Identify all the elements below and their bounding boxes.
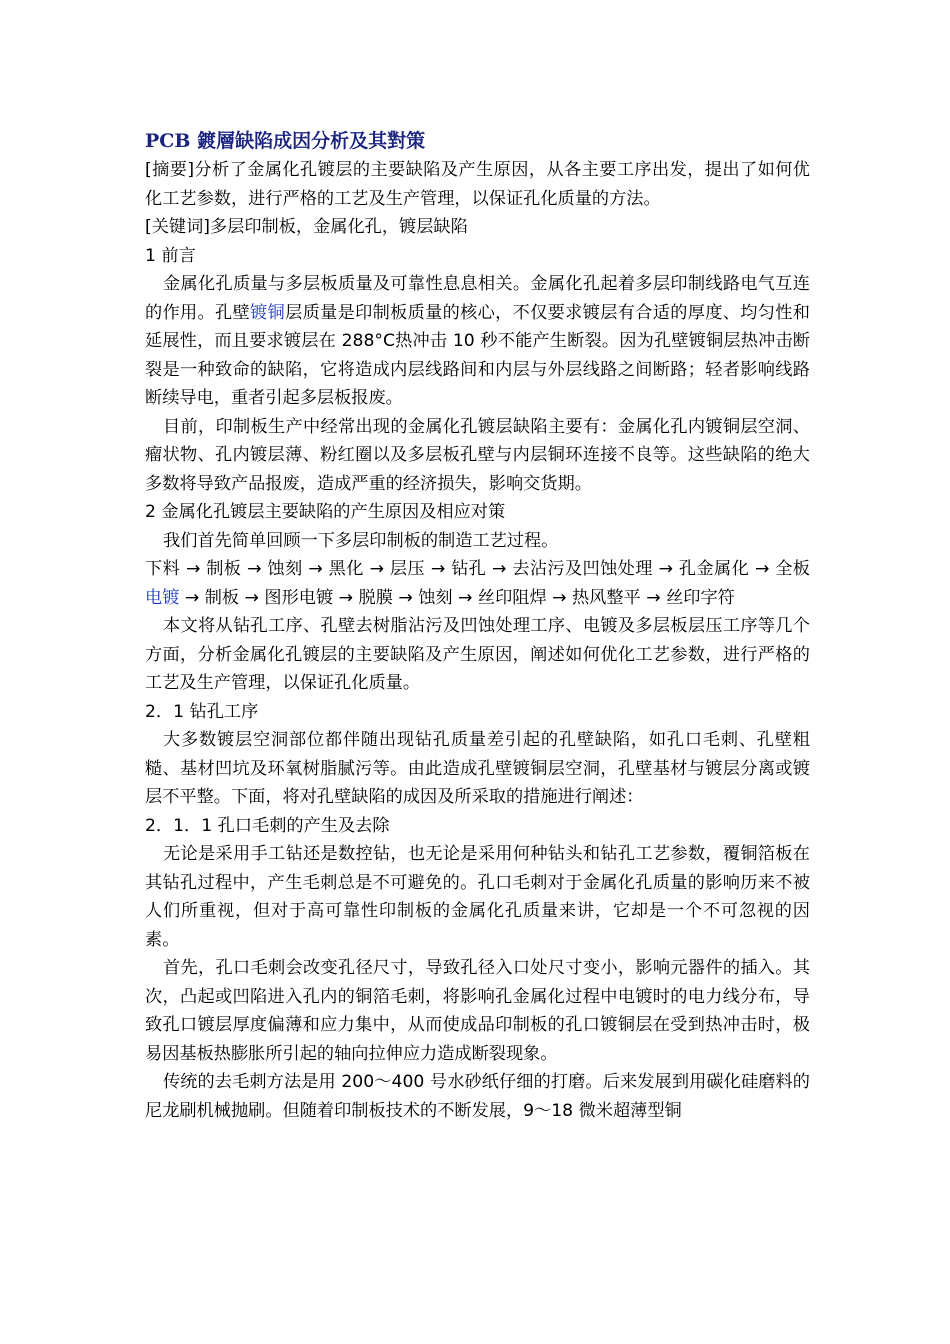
section-2-1-paragraph-1: 大多数镀层空洞部位都伴随出现钻孔质量差引起的孔壁缺陷，如孔口毛刺、孔壁粗糙、基材凹坑及环氧树脂腻污等。由此造成孔壁镀铜层空洞，孔壁基材与镀层分离或镀层不平整。下面，将对孔壁缺陷的成因及所采取的措施进行阐述：: [145, 730, 810, 807]
section-1-paragraph-2: 目前，印制板生产中经常出现的金属化孔镀层缺陷主要有：金属化孔内镀铜层空洞、瘤状物、孔内镀层薄、粉红圈以及多层板孔壁与内层铜环连接不良等。这些缺陷的绝大多数将导致产品报废，造成严重的经济损失，影响交货期。: [145, 416, 810, 494]
section-2-1-1-paragraph-1: 无论是采用手工钻还是数控钻，也无论是采用何种钻头和钻孔工艺参数，覆铜箔板在其钻孔过程中，产生毛刺总是不可避免的。孔口毛刺对于金属化孔质量的影响历来不被人们所重视，但对于高可靠性印制板的金属化孔质量来讲，它却是一个不可忽视的因素。: [145, 844, 810, 950]
document-page: [145, 126, 810, 1125]
process-flow-text-b: → 制板 → 图形电镀 → 脱膜 → 蚀刻 → 丝印阻焊 → 热风整平 → 丝印字符: [179, 587, 735, 608]
process-flow-text-a: 下料 → 制板 → 蚀刻 → 黑化 → 层压 → 钻孔 → 去沾污及凹蚀处理 → 孔金属化 → 全板: [145, 559, 810, 579]
section-2-paragraph-1: 我们首先简单回顾一下多层印制板的制造工艺过程。: [163, 530, 559, 551]
section-2-heading: 2 金属化孔镀层主要缺陷的产生原因及相应对策: [145, 502, 506, 522]
section-1-paragraph-1: [145, 270, 810, 413]
section-1-paragraph-1-text-a: 金属化孔质量与多层板质量及可靠性息息相关。金属化孔起着多层印制线路电气互连的作用。孔壁: [145, 274, 810, 323]
section-2-1-1-heading: 2．1．1 孔口毛刺的产生及去除: [145, 815, 390, 836]
section-2-paragraph-2: 本文将从钻孔工序、孔壁去树脂沾污及凹蚀处理工序、电镀及多层板层压工序等几个方面，分析金属化孔镀层的主要缺陷及产生原因，阐述如何优化工艺参数，进行严格的工艺及生产管理，以保证孔化质量。: [145, 616, 810, 693]
section-2-1-1-paragraph-2: 首先，孔口毛刺会改变孔径尺寸，导致孔径入口处尺寸变小，影响元器件的插入。其次，凸起或凹陷进入孔内的铜箔毛刺，将影响孔金属化过程中电镀时的电力线分布，导致孔口镀层厚度偏薄和应力集中，从而使成品印制板的孔口镀铜层在受到热冲击时，极易因基板热膨胀所引起的轴向拉伸应力造成断裂现象。: [145, 958, 810, 1064]
copper-plating-link[interactable]: 镀铜: [250, 302, 286, 323]
process-flow-paragraph: [145, 555, 810, 612]
section-2-1-heading: 2．1 钻孔工序: [145, 701, 259, 722]
electroplating-link[interactable]: 电镀: [145, 587, 180, 608]
document-title: PCB 鍍層缺陷成因分析及其對策: [145, 130, 426, 152]
section-1-heading: 1 前言: [145, 245, 196, 266]
section-2-1-1-paragraph-3: 传统的去毛刺方法是用 200～400 号水砂纸仔细的打磨。后来发展到用碳化硅磨料的尼龙刷机械抛刷。但随着印制板技术的不断发展，9～18 微米超薄型铜: [145, 1072, 810, 1121]
abstract-paragraph: [摘要]分析了金属化孔镀层的主要缺陷及产生原因，从各主要工序出发，提出了如何优化工艺参数，进行严格的工艺及生产管理，以保证孔化质量的方法。: [145, 160, 810, 209]
section-1-paragraph-1-text-b: 层质量是印制板质量的核心，不仅要求镀层有合适的厚度、均匀性和延展性，而且要求镀层在 288°C热冲击 10 秒不能产生断裂。因为孔壁镀铜层热冲击断裂是一种致命的缺陷，它将造成内层线路间和内层与外层线路之间断路；轻者影响线路断续导电，重者引起多层板报废。: [145, 302, 810, 408]
keywords-line: [关键词]多层印制板，金属化孔，镀层缺陷: [145, 217, 468, 237]
